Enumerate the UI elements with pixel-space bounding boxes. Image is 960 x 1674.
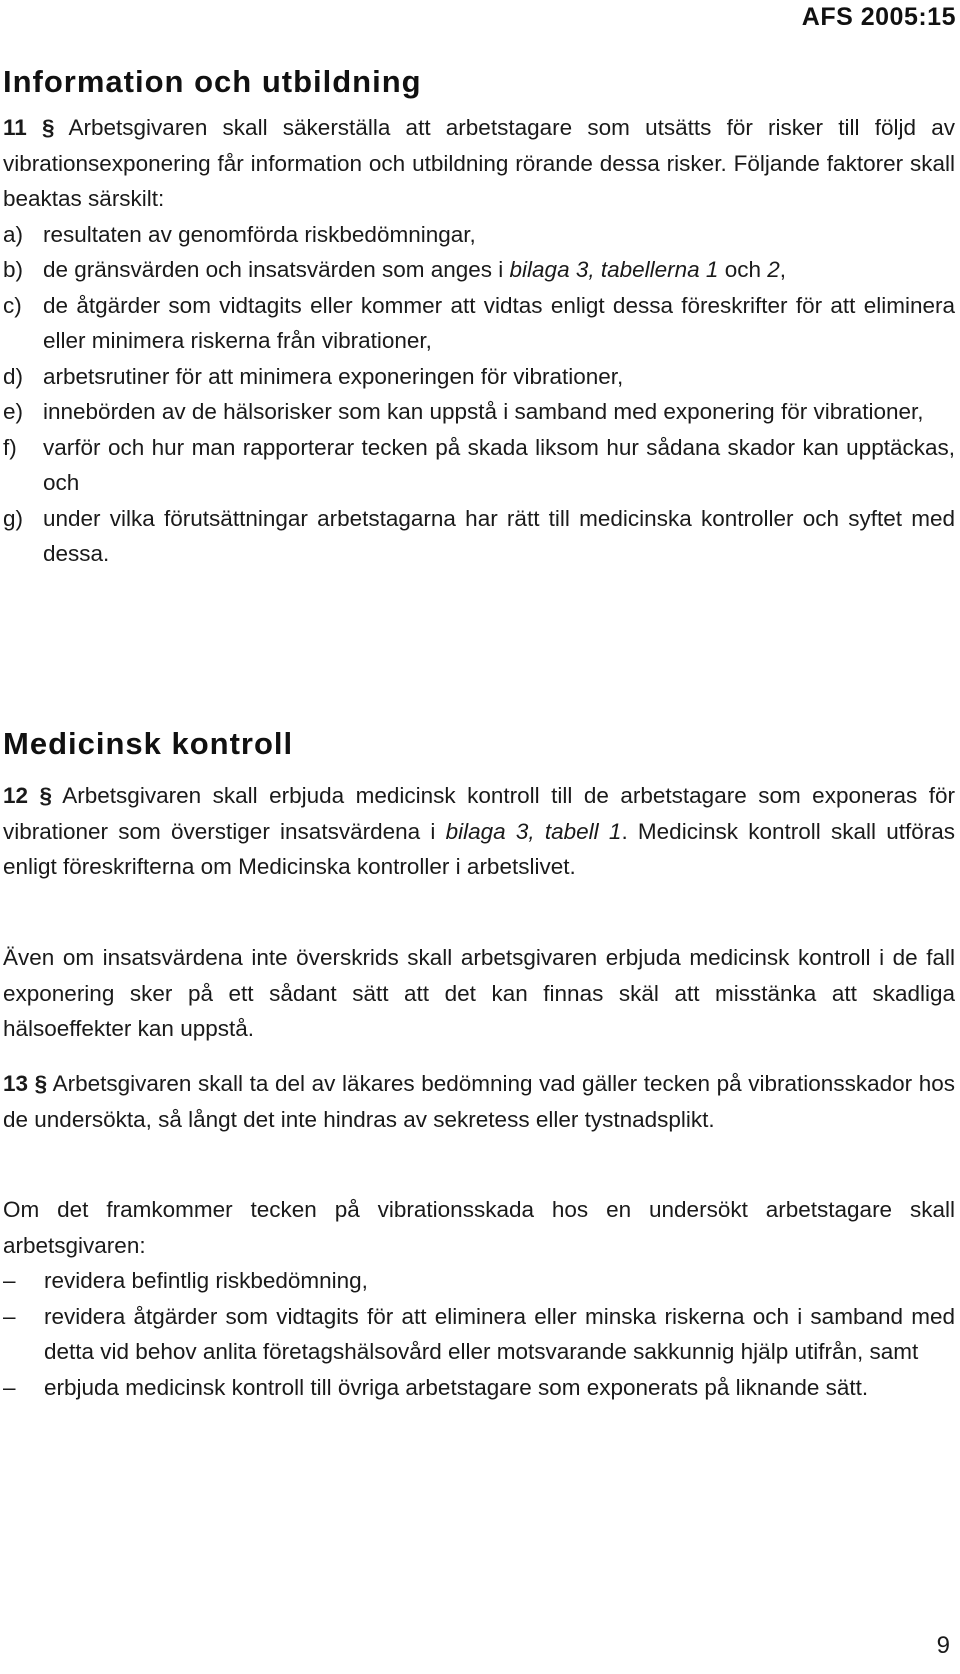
reference-italic: bilaga 3, tabellerna 1 [509, 257, 719, 282]
paragraph-text: Även om insatsvärdena inte överskrids skall arbetsgivaren erbjuda medicinsk kontroll i de fall exponering sker på ett sådant sätt att det kan finnas skäl att misstänka att skadliga hälsoeffekter kan uppstå. [3, 945, 955, 1041]
list-marker: e) [3, 399, 24, 424]
list-item-text: innebörden av de hälsorisker som kan uppstå i samband med exponering för vibrationer, [43, 399, 924, 424]
page-number: 9 [936, 1632, 950, 1659]
list-item-text: under vilka förutsättningar arbetstagarna har rätt till medicinska kontroller och syftet med dessa. [43, 505, 955, 566]
list-item-text: erbjuda medicinsk kontroll till övriga arbetstagare som exponerats på liknande sätt. [44, 1374, 869, 1400]
list-item [3, 1263, 955, 1299]
list-item [3, 217, 955, 253]
paragraph-text: Arbetsgivaren skall ta del av läkares bedömning vad gäller tecken på vibrationsskador hos de undersökta, så långt det inte hindras av sekretess eller tystnadsplikt. [3, 1071, 955, 1132]
list-item-text: revidera åtgärder som vidtagits för att eliminera eller minska riskerna och i samband med detta vid behov anlita företagshälsovård eller motsvarande sakkunnig hjälp utifrån, samt [44, 1303, 955, 1364]
list-item [3, 288, 955, 359]
list-marker: c) [3, 292, 22, 318]
dash-marker: – [3, 1268, 16, 1293]
paragraph-text: Arbetsgivaren skall säkerställa att arbetstagare som utsätts för risker till följd av vibrationsexponering får information och utbildning rörande dessa risker. Följande faktorer skall beaktas särskilt: [3, 115, 955, 211]
paragraph-text: Arbetsgivaren skall erbjuda medicinsk kontroll till de arbetstagare som exponeras för vibrationer som överstiger insatsvärdena i [3, 783, 955, 844]
document-code: AFS 2005:15 [801, 3, 956, 31]
list-item [3, 394, 955, 430]
list-item [3, 252, 955, 288]
info-list [3, 217, 955, 572]
paragraph-11 [3, 110, 955, 572]
heading-medicinsk-kontroll: Medicinsk kontroll [3, 726, 294, 761]
dash-marker: – [3, 1374, 16, 1400]
list-marker: f) [3, 434, 17, 460]
section-number: 12 § [3, 783, 53, 808]
paragraph-12 [3, 778, 955, 885]
paragraph-text: Om det framkommer tecken på vibrationsskada hos en undersökt arbetstagare skall arbetsgivaren: [3, 1197, 955, 1258]
list-item-text: och [718, 257, 768, 282]
heading-information: Information och utbildning [3, 64, 422, 99]
list-item-text: , [779, 257, 786, 282]
paragraph-12-continued [3, 940, 955, 1047]
list-marker: a) [3, 221, 24, 247]
list-item [3, 1299, 955, 1370]
section-number: 13 § [3, 1071, 48, 1096]
reference-italic: 2 [767, 257, 780, 282]
list-item-text: arbetsrutiner för att minimera exponeringen för vibrationer, [43, 363, 624, 389]
section-number: 11 § [3, 115, 55, 140]
list-marker: d) [3, 363, 24, 389]
list-item [3, 501, 955, 572]
list-marker: g) [3, 505, 24, 531]
list-item [3, 359, 955, 395]
paragraph-13-continued [3, 1192, 955, 1405]
list-item-text: de gränsvärden och insatsvärden som anges i [43, 257, 510, 282]
list-item-text: de åtgärder som vidtagits eller kommer att vidtas enligt dessa föreskrifter för att eliminera eller minimera riskerna från vibrationer, [43, 292, 955, 353]
list-item-text: resultaten av genomförda riskbedömningar, [43, 221, 476, 247]
list-marker: b) [3, 257, 24, 282]
reference-italic: bilaga 3, tabell 1 [445, 818, 622, 844]
dash-marker: – [3, 1303, 16, 1329]
paragraph-13 [3, 1066, 955, 1137]
list-item-text: varför och hur man rapporterar tecken på skada liksom hur sådana skador kan upptäckas, och [43, 434, 955, 495]
measures-list [3, 1263, 955, 1405]
list-item [3, 430, 955, 501]
paragraph-text: . Medicinsk kontroll skall utföras enligt föreskrifterna om Medicinska kontroller i arbetslivet. [3, 818, 955, 879]
list-item [3, 1370, 955, 1406]
list-item-text: revidera befintlig riskbedömning, [44, 1268, 368, 1293]
